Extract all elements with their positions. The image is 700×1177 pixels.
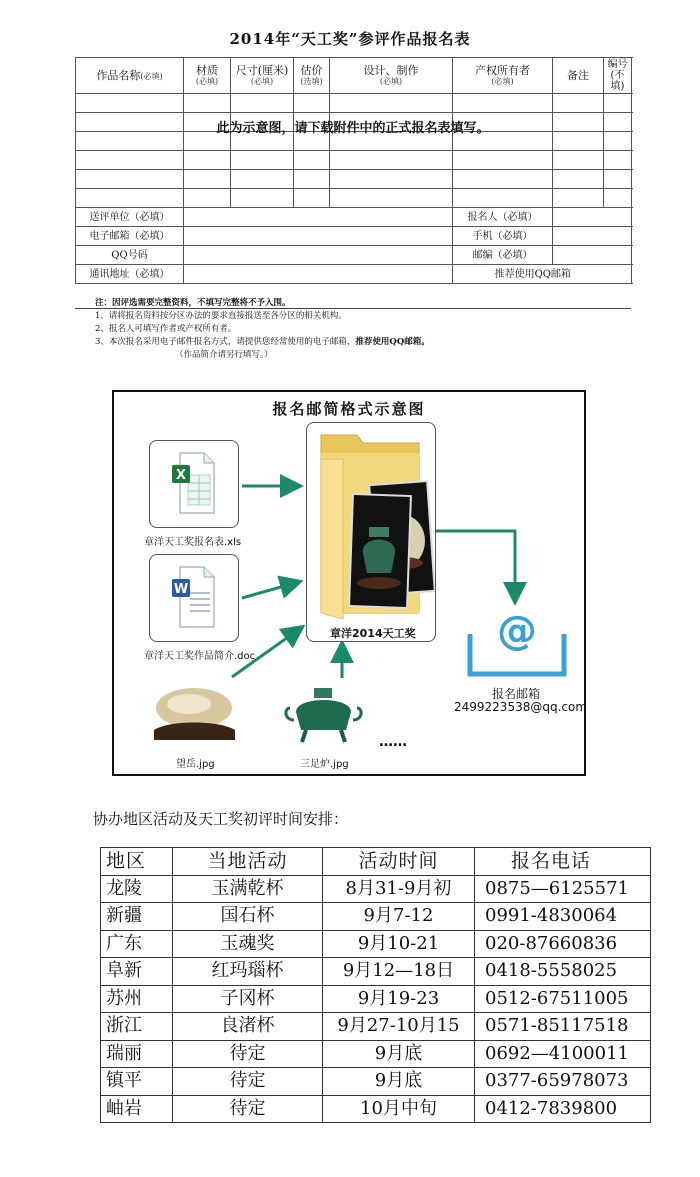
- jade-censer-image: [276, 682, 371, 748]
- sample-notice: 此为示意图，请下载附件中的正式报名表填写。: [216, 121, 490, 136]
- photo2-name: 三足炉.jpg: [300, 759, 349, 770]
- schedule-row: [101, 958, 651, 986]
- time-cell: 9月7-12: [323, 903, 475, 931]
- registration-form-table: [75, 57, 632, 284]
- doc-file-name: 章洋天工奖作品简介.doc: [144, 651, 256, 662]
- col-activity: 当地活动: [173, 848, 323, 876]
- word-file-icon: [150, 555, 238, 641]
- xls-file-name: 章洋天工奖报名表.xls: [144, 537, 242, 548]
- phone-cell: 020-87660836: [475, 930, 651, 958]
- mailbox-address: 2499223538@qq.com: [454, 700, 588, 714]
- schedule-row: [101, 1013, 651, 1041]
- time-cell: 10月中旬: [323, 1095, 475, 1123]
- field-recommend-note: 推荐使用QQ邮箱: [453, 265, 632, 284]
- doc-file-card: [149, 554, 239, 642]
- form-unit-row: [76, 208, 632, 227]
- activity-cell: 良渚杯: [173, 1013, 323, 1041]
- form-qq-row: [76, 246, 632, 265]
- header-material: 材质 (必填): [184, 58, 231, 94]
- more-ellipsis: ……: [379, 734, 407, 750]
- region-cell: 浙江: [101, 1013, 173, 1041]
- schedule-title: 协办地区活动及天工奖初评时间安排：: [93, 810, 349, 828]
- folder-icon: [307, 423, 435, 641]
- field-postcode-label: 邮编（必填）: [453, 246, 553, 265]
- form-empty-row: [76, 170, 632, 189]
- region-cell: 镇平: [101, 1068, 173, 1096]
- field-address-value: [184, 265, 453, 284]
- note-required: 注：因评选需要完整资料，不填写完整将不予入围。: [95, 298, 291, 308]
- time-cell: 9月底: [323, 1068, 475, 1096]
- email-format-diagram: [112, 390, 586, 776]
- phone-cell: 0512-67511005: [475, 985, 651, 1013]
- phone-cell: 0875—6125571: [475, 875, 651, 903]
- note-item-3-extra: （作品简介请另行填写。）: [175, 350, 273, 360]
- region-cell: 苏州: [101, 985, 173, 1013]
- time-cell: 9月19-23: [323, 985, 475, 1013]
- svg-text:@: @: [497, 608, 537, 654]
- region-cell: 瑞丽: [101, 1040, 173, 1068]
- time-cell: 8月31-9月初: [323, 875, 475, 903]
- schedule-row: [101, 1068, 651, 1096]
- folder-card: [306, 422, 436, 642]
- schedule-table: [100, 847, 651, 1123]
- col-phone: 报名电话: [475, 848, 651, 876]
- field-email-value: [184, 227, 453, 246]
- header-owner: 产权所有者 (必填): [453, 58, 553, 94]
- photo-sanzulu: [276, 682, 371, 748]
- schedule-row: [101, 875, 651, 903]
- field-address-label: 通讯地址（必填）: [76, 265, 184, 284]
- note-item-3: 3、本次报名采用电子邮件报名方式，请提供您经常使用的电子邮箱，推荐使用QQ邮箱。: [95, 337, 430, 347]
- field-postcode-value: [553, 246, 632, 265]
- form-notes: [95, 297, 430, 362]
- form-email-row: [76, 227, 632, 246]
- arrow-to-mailbox: [433, 531, 515, 597]
- field-qq-value: [184, 246, 453, 265]
- schedule-header-row: [101, 848, 651, 876]
- header-design: 设计、制作 (必填): [330, 58, 453, 94]
- form-empty-row: [76, 189, 632, 208]
- activity-cell: 玉满乾杯: [173, 875, 323, 903]
- region-cell: 阜新: [101, 958, 173, 986]
- note-item-1: 1、请将报名资料按分区办法的要求直接报送至各分区的相关机构。: [95, 311, 347, 321]
- schedule-row: [101, 903, 651, 931]
- diagram-title: 报名邮简格式示意图: [272, 400, 426, 418]
- arrow-doc: [242, 583, 295, 598]
- field-unit-value: [184, 208, 453, 227]
- activity-cell: 待定: [173, 1040, 323, 1068]
- header-price: 估价 (选填): [294, 58, 330, 94]
- phone-cell: 0418-5558025: [475, 958, 651, 986]
- region-cell: 新疆: [101, 903, 173, 931]
- phone-cell: 0571-85117518: [475, 1013, 651, 1041]
- region-cell: 岫岩: [101, 1095, 173, 1123]
- jade-carving-image: [149, 682, 239, 744]
- folder-name: 章洋2014天工奖: [330, 627, 416, 640]
- region-cell: 广东: [101, 930, 173, 958]
- photo1-name: 望岳.jpg: [176, 759, 215, 770]
- form-empty-row: [76, 151, 632, 170]
- time-cell: 9月10-21: [323, 930, 475, 958]
- schedule-row: [101, 1095, 651, 1123]
- excel-file-icon: [150, 441, 238, 527]
- time-cell: 9月27-10月15: [323, 1013, 475, 1041]
- phone-cell: 0692—4100011: [475, 1040, 651, 1068]
- field-mobile-label: 手机（必填）: [453, 227, 553, 246]
- field-applicant-label: 报名人（必填）: [453, 208, 553, 227]
- phone-cell: 0991-4830064: [475, 903, 651, 931]
- activity-cell: 红玛瑙杯: [173, 958, 323, 986]
- schedule-row: [101, 1040, 651, 1068]
- field-qq-label: QQ号码: [76, 246, 184, 265]
- header-remark: 备注: [553, 58, 604, 94]
- schedule-row: [101, 930, 651, 958]
- field-applicant-value: [553, 208, 632, 227]
- photo-wangyue: [149, 682, 239, 744]
- field-email-label: 电子邮箱（必填）: [76, 227, 184, 246]
- col-region: 地区: [101, 848, 173, 876]
- phone-cell: 0377-65978073: [475, 1068, 651, 1096]
- form-address-row: [76, 265, 632, 284]
- header-size: 尺寸(厘米) (必填): [231, 58, 294, 94]
- mailbox-icon: [462, 604, 572, 680]
- field-mobile-value: [553, 227, 632, 246]
- region-cell: 龙陵: [101, 875, 173, 903]
- activity-cell: 待定: [173, 1095, 323, 1123]
- activity-cell: 国石杯: [173, 903, 323, 931]
- header-name: 作品名称(必填): [76, 58, 184, 94]
- header-number: 编号(不填): [604, 58, 632, 94]
- svg-text:W: W: [173, 582, 189, 597]
- form-title: 2014年“天工奖”参评作品报名表: [229, 30, 471, 48]
- svg-text:X: X: [175, 468, 187, 483]
- form-header-row: [76, 58, 632, 94]
- time-cell: 9月底: [323, 1040, 475, 1068]
- col-time: 活动时间: [323, 848, 475, 876]
- time-cell: 9月12—18日: [323, 958, 475, 986]
- field-unit-label: 送评单位（必填）: [76, 208, 184, 227]
- xls-file-card: [149, 440, 239, 528]
- activity-cell: 子冈杯: [173, 985, 323, 1013]
- form-empty-row: [76, 94, 632, 113]
- note-item-2: 2、报名人可填写作者或产权所有者。: [95, 324, 237, 334]
- activity-cell: 玉魂奖: [173, 930, 323, 958]
- activity-cell: 待定: [173, 1068, 323, 1096]
- phone-cell: 0412-7839800: [475, 1095, 651, 1123]
- mailbox-label: 报名邮箱: [492, 687, 541, 701]
- schedule-row: [101, 985, 651, 1013]
